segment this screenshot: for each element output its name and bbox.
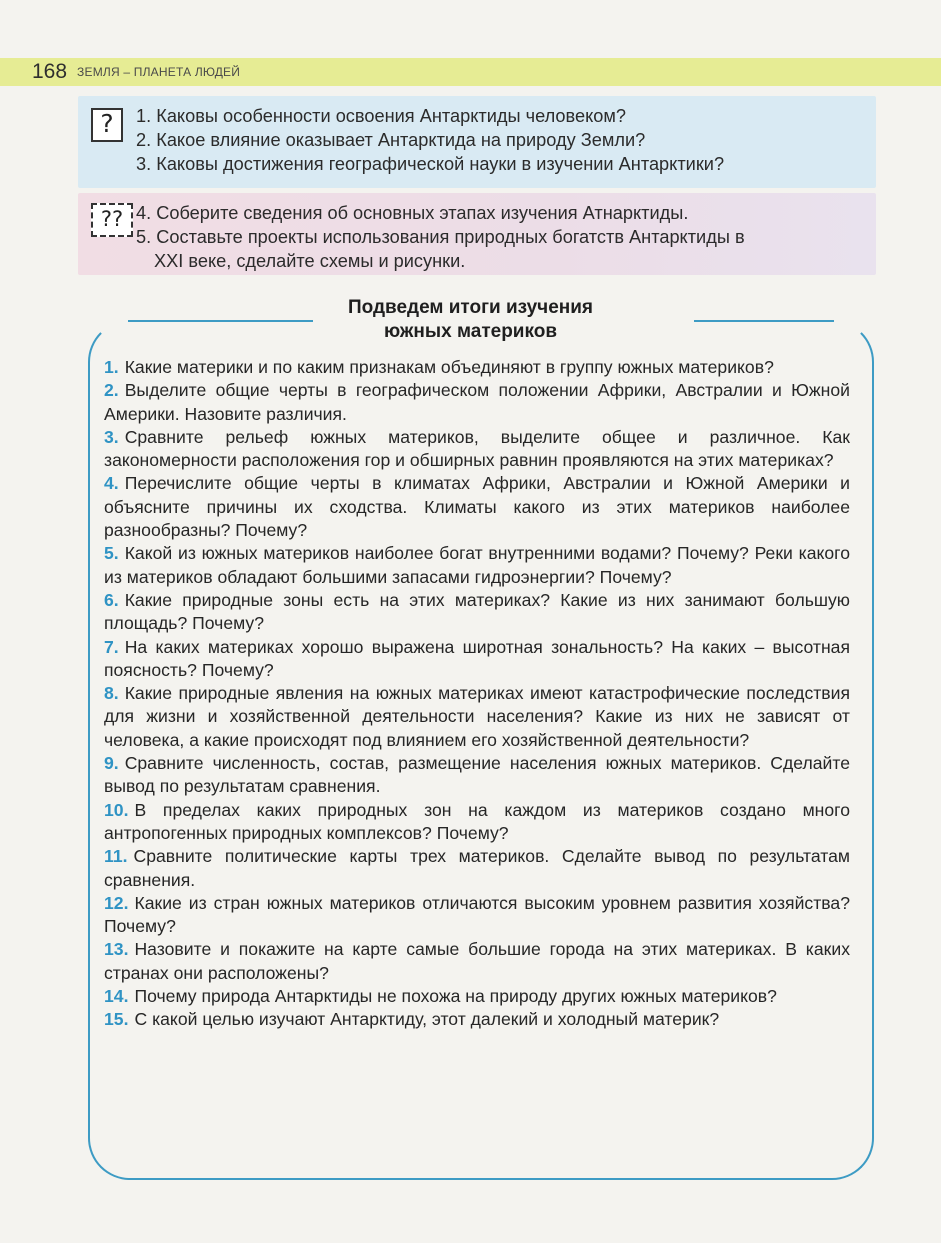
summary-item (104, 1008, 850, 1031)
questions-box-level2 (78, 193, 876, 275)
item-number: 4. (104, 473, 119, 494)
question-list-level1 (136, 104, 870, 176)
item-number: 1. (104, 357, 119, 377)
question-item-continuation (136, 249, 870, 273)
item-number: 14. (104, 986, 129, 1007)
page-number: 168 (32, 60, 68, 83)
question-item: 2. Какое влияние оказывает Антарктида на природу Земли? (136, 130, 646, 150)
item-text: Сравните численность, состав, размещение населения южных материков. Сделайте вывод по результатам сравнения. (104, 753, 850, 797)
summary-item (104, 636, 850, 683)
summary-title-line1: Подведем итоги изучения (347, 297, 594, 318)
item-text: Перечислите общие черты в климатах Африки, Австралии и Южной Америки и объясните причины их сходства. Климаты какого из этих материков наиболее разнообразны? Почему? (104, 473, 850, 541)
item-number: 2. (104, 380, 119, 401)
item-text: На каких материках хорошо выражена широтная зональность? На каких – высотная поясность? Почему? (104, 636, 850, 680)
item-text: Какие материки и по каким признакам объединяют в группу южных материков? (124, 357, 774, 377)
summary-item (104, 682, 850, 752)
summary-item (104, 589, 850, 636)
question-item: 4. Соберите сведения об основных этапах изучения Атнарктиды. (136, 203, 689, 223)
summary-item (104, 379, 850, 426)
summary-item (104, 938, 850, 985)
item-text: Сравните рельеф южных материков, выделите общее и различное. Как закономерности расположения гор и обширных равнин проявляются на этих материках? (104, 426, 850, 471)
item-number: 10. (104, 799, 129, 820)
summary-item (104, 985, 850, 1008)
double-question-mark-icon: ?? (91, 203, 133, 237)
item-text: С какой целью изучают Антарктиду, этот далекий и холодный материк? (134, 1009, 720, 1030)
question-mark-icon: ? (91, 108, 123, 142)
item-text: Почему природа Антарктиды не похожа на природу других южных материков? (134, 986, 777, 1007)
summary-item (104, 542, 850, 589)
item-text: Какие природные зоны есть на этих материках? Какие из них занимают большую площадь? Почему? (104, 589, 850, 634)
summary-item (104, 356, 850, 379)
item-number: 13. (104, 939, 129, 960)
summary-item (104, 752, 850, 799)
summary-item (104, 845, 850, 892)
question-continuation-text: XXI веке, сделайте схемы и рисунки. (154, 251, 466, 271)
item-number: 5. (104, 543, 119, 564)
running-title: ЗЕМЛЯ – ПЛАНЕТА ЛЮДЕЙ (77, 65, 241, 79)
item-text: Сравните политические карты трех материков. Сделайте вывод по результатам сравнения. (104, 846, 850, 890)
item-text: Назовите и покажите на карте самые большие города на этих материках. В каких странах они расположены? (104, 939, 850, 983)
summary-item (104, 426, 850, 473)
item-number: 9. (104, 753, 119, 774)
item-number: 8. (104, 683, 119, 704)
item-text: В пределах каких природных зон на каждом из материков создано много антропогенных природных комплексов? Почему? (104, 799, 850, 843)
item-text: Выделите общие черты в географическом положении Африки, Австралии и Южной Америки. Назовите различия. (104, 380, 850, 424)
item-number: 6. (104, 589, 119, 610)
item-text: Какие из стран южных материков отличаются высоким уровнем развития хозяйства? Почему? (104, 892, 850, 937)
item-text: Какие природные явления на южных материках имеют катастрофические последствия для жизни и хозяйственной деятельности населения? Какие из них не зависят от человека, а какие происходят под влиянием его хозяйственной деятельности? (104, 683, 850, 750)
summary-item (104, 799, 850, 846)
summary-question-list (104, 356, 850, 1032)
summary-item (104, 472, 850, 542)
item-text: Какой из южных материков наиболее богат внутренними водами? Почему? Реки какого из материков обладают большими запасами гидроэнергии? Почему? (104, 543, 850, 587)
item-number: 12. (104, 892, 129, 913)
item-number: 7. (104, 636, 119, 657)
question-item: 5. Составьте проекты использования природных богатств Антарктиды в (136, 227, 745, 247)
page-header (0, 58, 941, 86)
questions-box-level1 (78, 96, 876, 188)
question-item: 3. Каковы достижения географической науки в изучении Антарктики? (136, 154, 725, 174)
summary-item (104, 892, 850, 939)
item-number: 3. (104, 426, 119, 447)
summary-title-line2: южных материков (383, 321, 558, 342)
question-item: 1. Каковы особенности освоения Антарктиды человеком? (136, 106, 626, 126)
summary-title (0, 296, 941, 344)
item-number: 15. (104, 1009, 129, 1030)
question-list-level2 (136, 201, 870, 273)
item-number: 11. (104, 846, 128, 867)
